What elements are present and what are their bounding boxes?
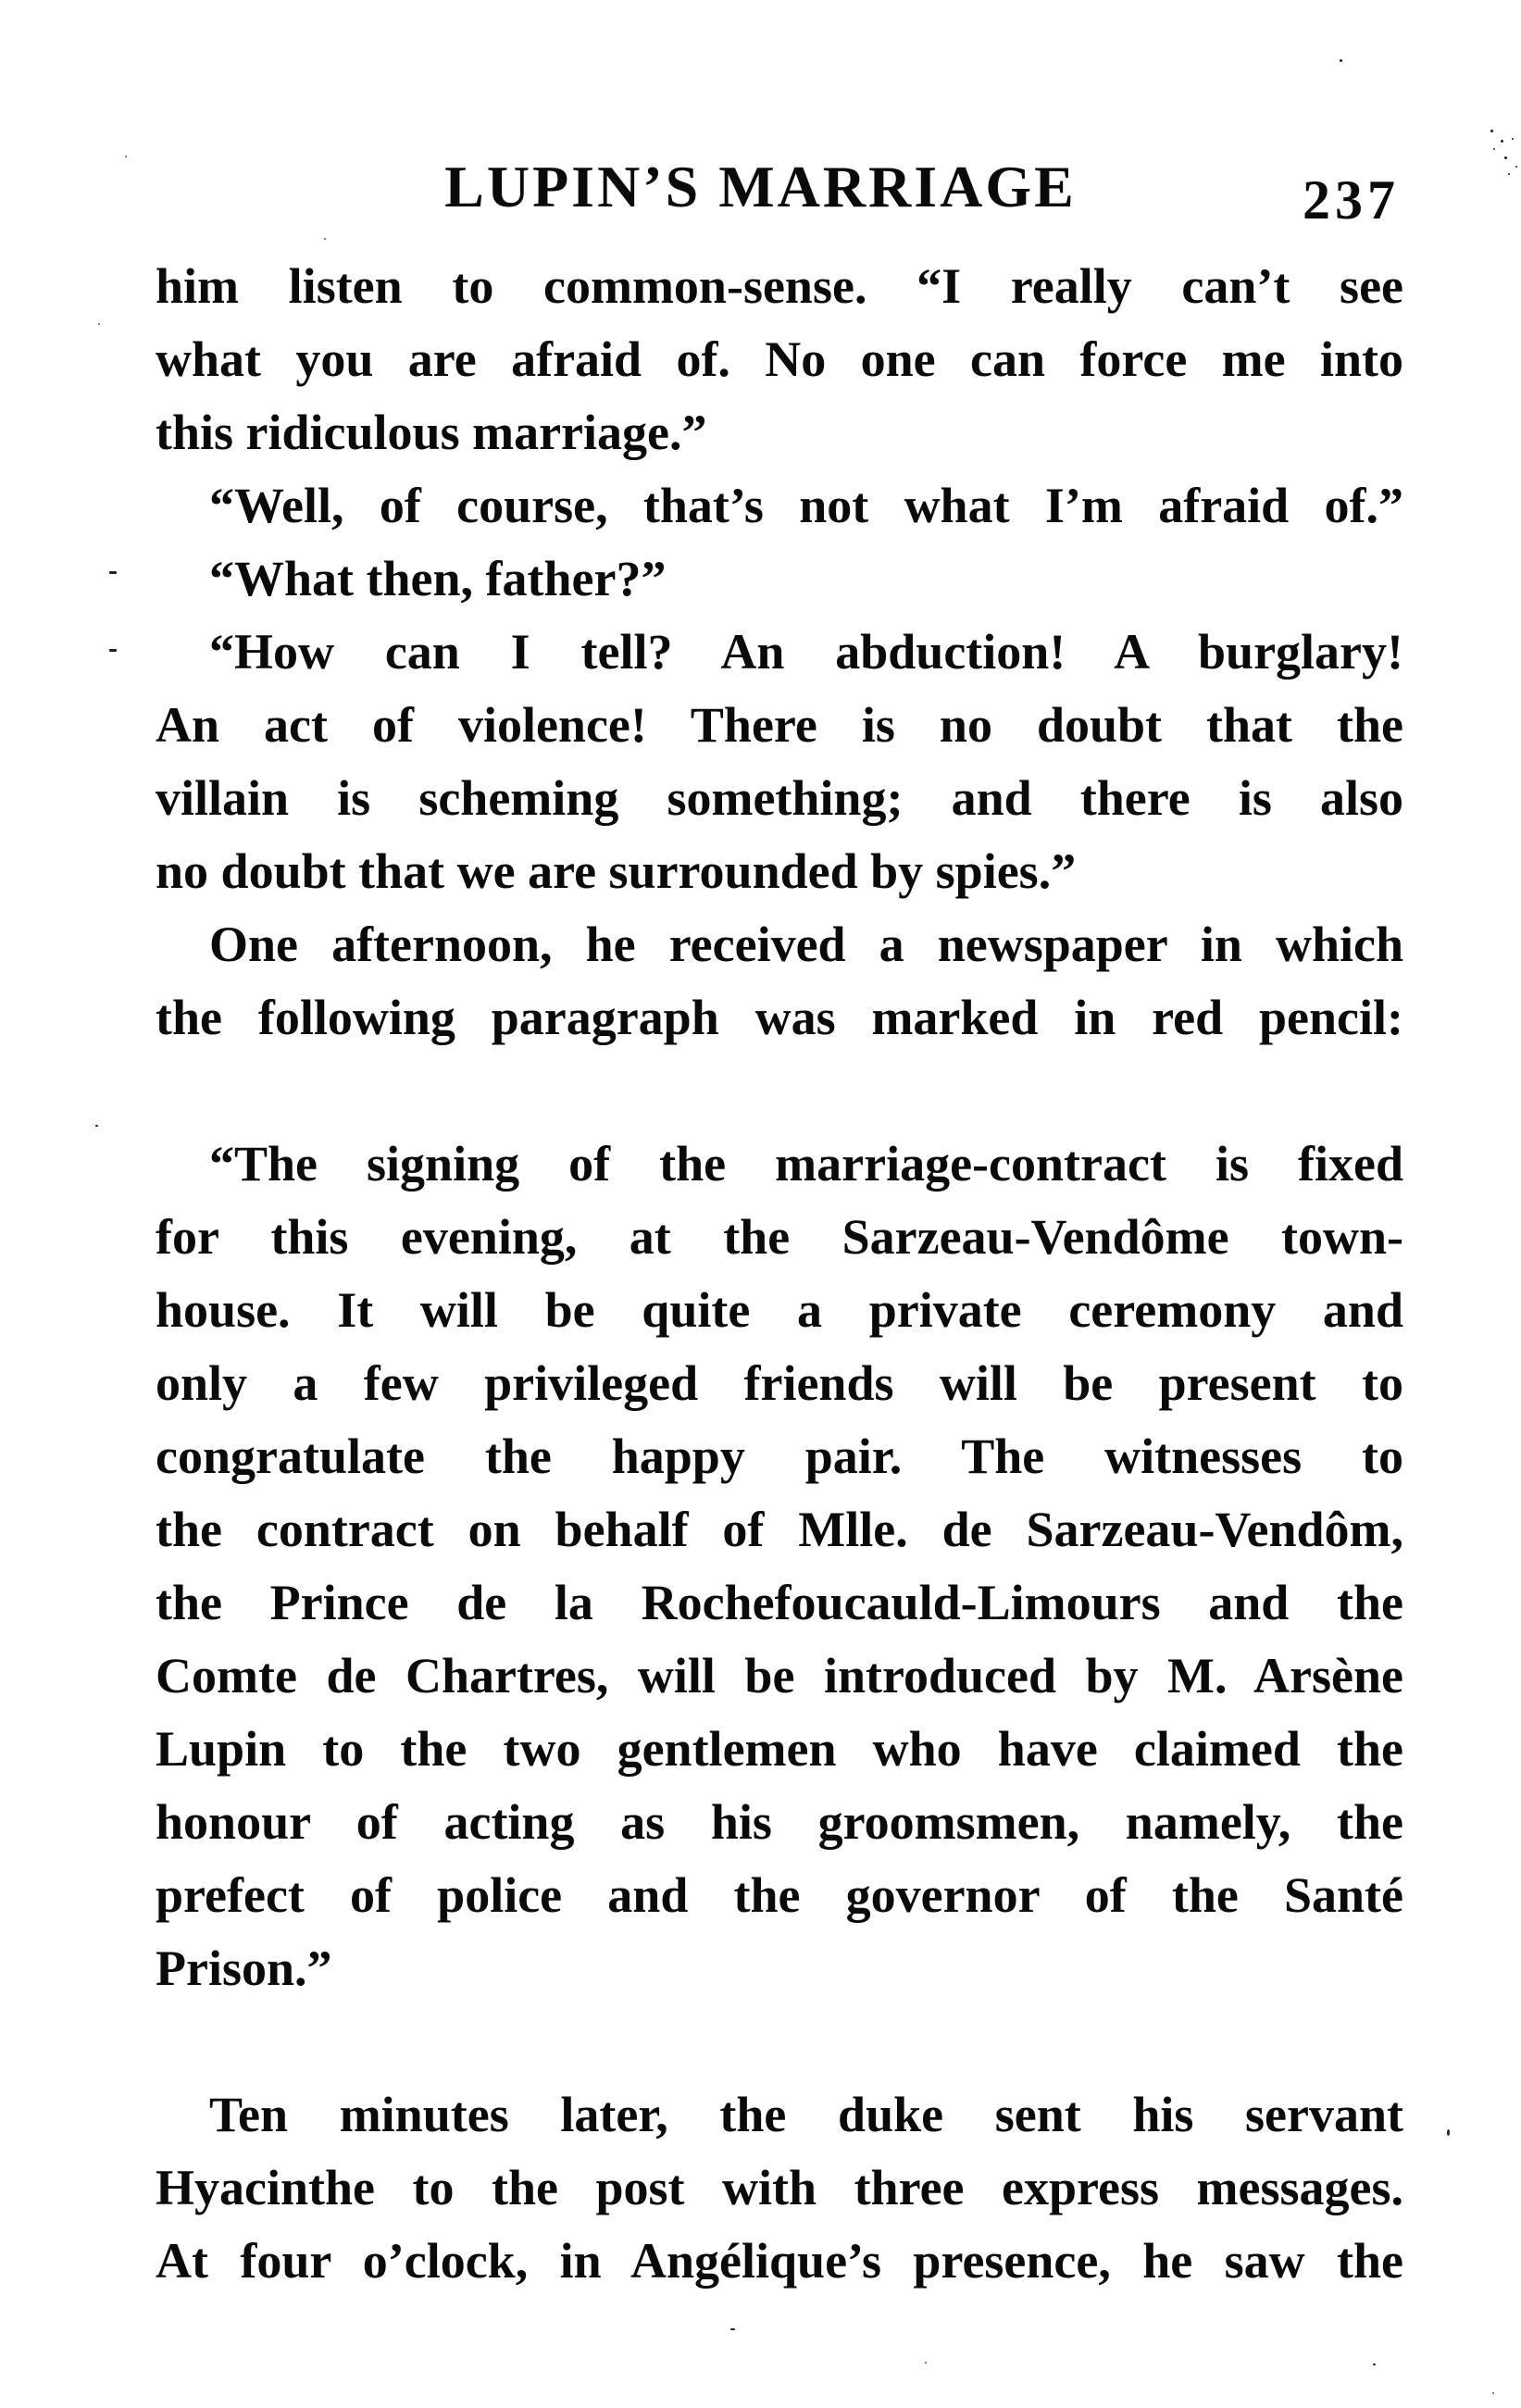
scan-speckle	[1504, 156, 1507, 159]
text-line: Ten minutes later, the duke sent his servant	[209, 2087, 1403, 2142]
page-text	[156, 250, 1403, 2298]
text-line: prefect of police and the governor of the Santé	[156, 1867, 1403, 1923]
text-line: honour of acting as his groomsmen, namely, the	[156, 1794, 1403, 1850]
text-line: the contract on behalf of Mlle. de Sarzeau-Vendôm,	[156, 1502, 1403, 1557]
scan-speckle	[1340, 59, 1342, 62]
text-line: villain is scheming something; and there is also	[156, 770, 1403, 826]
text-line: Lupin to the two gentlemen who have claimed the	[156, 1721, 1403, 1777]
text-line: what you are afraid of. No one can force me into	[156, 331, 1403, 387]
paragraph	[156, 543, 1403, 616]
scan-speckle	[730, 2328, 735, 2330]
text-line: for this evening, at the Sarzeau-Vendôme town-	[156, 1209, 1403, 1265]
scan-speckle	[125, 156, 127, 157]
scan-speckle	[1508, 173, 1510, 175]
scan-speckle	[1447, 2129, 1450, 2136]
text-line: house. It will be quite a private ceremony and	[156, 1282, 1403, 1338]
paragraph	[156, 616, 1403, 908]
scan-speckle	[109, 571, 117, 574]
text-line: Hyacinthe to the post with three express messages.	[156, 2160, 1403, 2215]
scan-speckle	[1515, 166, 1517, 168]
paragraph	[156, 908, 1403, 1054]
text-line: Comte de Chartres, will be introduced by M. Arsène	[156, 1648, 1403, 1703]
text-line: this ridiculous marriage.”	[156, 405, 707, 460]
scan-speckle	[1501, 140, 1503, 143]
scan-speckle	[1512, 138, 1514, 140]
paragraph	[156, 1128, 1403, 2005]
text-line: One afternoon, he received a newspaper in which	[209, 917, 1403, 972]
scan-speckle	[925, 2362, 927, 2364]
text-line: only a few privileged friends will be present to	[156, 1355, 1403, 1411]
scan-speckle	[1493, 148, 1495, 150]
scan-speckle	[1490, 130, 1493, 132]
scan-speckle	[1373, 2364, 1376, 2365]
text-line: “The signing of the marriage-contract is fixed	[209, 1136, 1403, 1192]
paragraph	[156, 250, 1403, 469]
scan-speckle	[109, 649, 117, 652]
scan-speckle	[98, 323, 100, 325]
scan-speckle	[95, 1125, 98, 1127]
text-line: “How can I tell? An abduction! A burglary!	[209, 624, 1403, 680]
paragraph	[156, 2078, 1403, 2298]
text-line: An act of violence! There is no doubt that the	[156, 697, 1403, 753]
text-line: congratulate the happy pair. The witnesses to	[156, 1429, 1403, 1484]
scan-speckle	[1492, 2392, 1494, 2394]
text-line: the Prince de la Rochefoucauld-Limours and the	[156, 1575, 1403, 1630]
text-line: “What then, father?”	[209, 551, 667, 606]
text-line: him listen to common-sense. “I really can’t see	[156, 258, 1403, 314]
paragraph	[156, 469, 1403, 543]
text-line: At four o’clock, in Angélique’s presence, he saw the	[156, 2233, 1403, 2289]
text-line: no doubt that we are surrounded by spies.”	[156, 843, 1077, 899]
running-head-title: LUPIN’S MARRIAGE	[444, 154, 1077, 219]
scan-speckle	[324, 238, 326, 240]
text-line: Prison.”	[156, 1940, 332, 1996]
text-line: “Well, of course, that’s not what I’m afraid of.”	[209, 478, 1403, 533]
text-line: the following paragraph was marked in red pencil:	[156, 990, 1403, 1045]
page-number: 237	[1303, 169, 1400, 231]
